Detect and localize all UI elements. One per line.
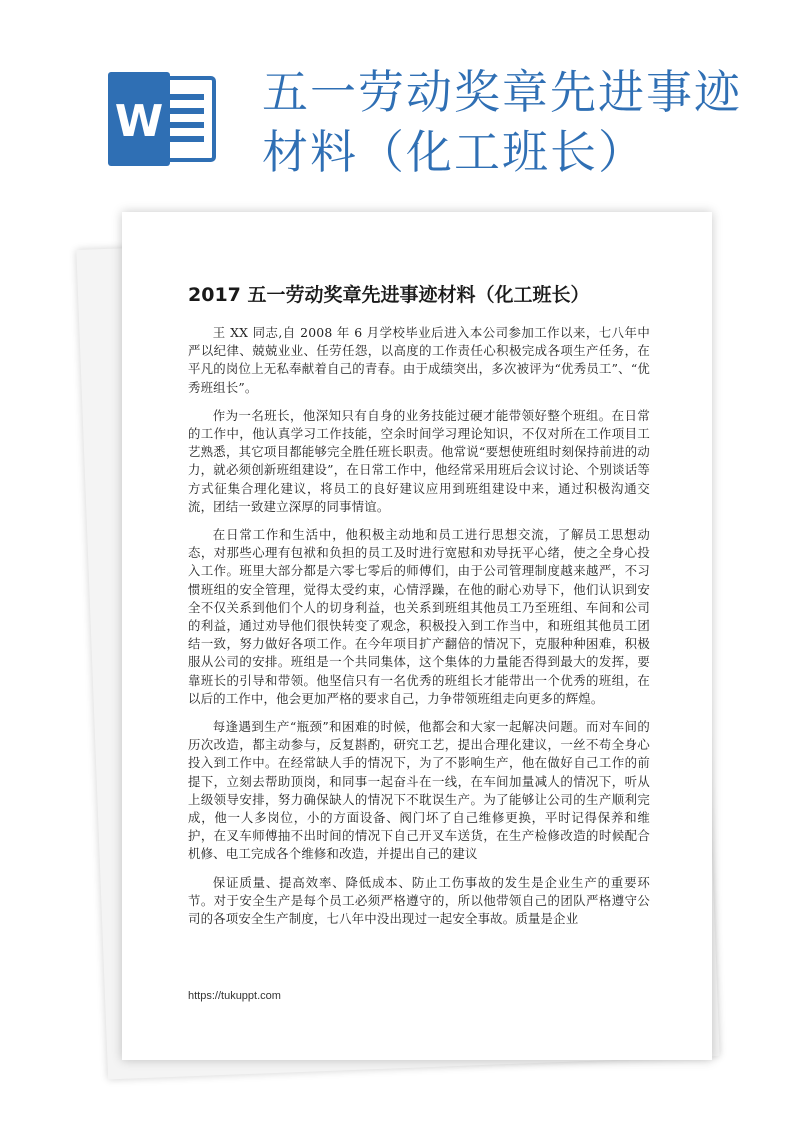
document-title-line-1: 五一劳动奖章先进事迹 — [262, 65, 742, 119]
word-icon-letter: W — [114, 96, 164, 147]
word-document-icon — [108, 72, 216, 166]
header — [0, 0, 800, 230]
document-title-line-2: 材料（化工班长） — [262, 125, 646, 179]
body-text — [188, 324, 650, 938]
paragraph-5: 保证质量、提高效率、降低成本、防止工伤事故的发生是企业生产的重要环节。对于安全生产是每个员工必须严格遵守的，所以他带领自己的团队严格遵守公司的各项安全生产制度，七八年中没出现过一起安全事故。质量是企业 — [188, 874, 650, 927]
paragraph-2: 作为一名班长，他深知只有自身的业务技能过硬才能带领好整个班组。在日常的工作中，他认真学习工作技能，空余时间学习理论知识，不仅对所在工作项目工艺熟悉，其它项目都能够完全胜任班长职责。他常说“要想使班组时刻保持前进的动力，就必须创新班组建设”，在日常工作中，他经常采用班后会议讨论、个别谈话等方式征集合理化建议，将员工的良好建议应用到班组建设中来，通过积极沟通交流，团结一致建立深厚的同事情谊。 — [188, 407, 650, 514]
document-page — [122, 212, 712, 1060]
footer-url[interactable]: https://tukuppt.com — [188, 990, 281, 1002]
paragraph-1: 王 XX 同志,自 2008 年 6 月学校毕业后进入本公司参加工作以来，七八年中严以纪律、兢兢业业、任劳任怨，以高度的工作责任心积极完成各项生产任务，在平凡的岗位上无私奉献着自己的青春。由于成绩突出，多次被评为“优秀员工”、“优秀班组长”。 — [188, 325, 650, 395]
paragraph-3: 在日常工作和生活中，他积极主动地和员工进行思想交流，了解员工思想动态，对那些心理有包袱和负担的员工及时进行宽慰和劝导抚平心绪，使之全身心投入工作。班里大部分都是六零七零后的师傅们，由于公司管理制度越来越严，不习惯班组的安全管理，觉得太受约束，心情浮躁，在他的耐心劝导下，他们认识到安全不仅关系到他们个人的切身利益，也关系到班组其他员工乃至班组、车间和公司的利益，通过劝导他们很快转变了观念，积极投入到工作当中，和班组其他员工团结一致，努力做好各项工作。在今年项目扩产翻倍的情况下，克服种种困难，积极服从公司的安排。班组是一个共同集体，这个集体的力量能否得到最大的发挥，要靠班长的引导和带领。他坚信只有一名优秀的班组长才能带出一个优秀的班组，在以后的工作中，他会更加严格的要求自己，力争带领班组走向更多的辉煌。 — [188, 527, 650, 706]
page-heading: 2017 五一劳动奖章先进事迹材料（化工班长） — [188, 284, 590, 306]
document-title — [262, 62, 782, 182]
paragraph-4: 每逢遇到生产“瓶颈”和困难的时候，他都会和大家一起解决问题。而对车间的历次改造，都主动参与，反复斟酌，研究工艺，提出合理化建议，一丝不苟全身心投入到工作中。在经常缺人手的情况下，为了不影响生产，他在做好自己工作的前提下，立刻去帮助顶岗，和同事一起奋斗在一线，在车间加量减人的情况下，听从上级领导安排，努力确保缺人的情况下不耽误生产。为了能够让公司的生产顺利完成，他一人多岗位，小的方面设备、阀门坏了自己维修更换，平时记得保养和维护，在叉车师傅抽不出时间的情况下自己开叉车送货，在生产检修改造的时候配合机修、电工完成各个维修和改造，并提出自己的建议 — [188, 719, 650, 862]
